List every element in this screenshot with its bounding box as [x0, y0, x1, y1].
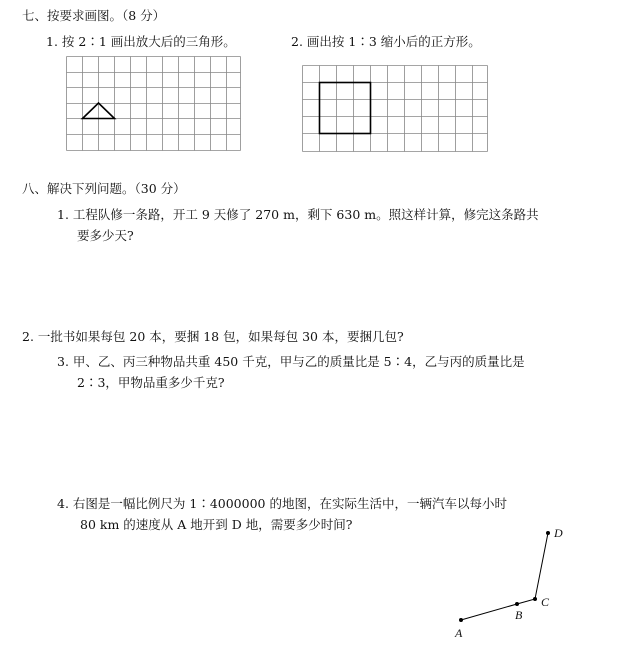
label-c: C	[541, 595, 550, 609]
question-7-2: 2. 画出按 1∶3 缩小后的正方形。	[291, 34, 481, 49]
label-b: B	[515, 608, 523, 622]
label-d: D	[554, 526, 563, 540]
question-8-3-line2: 2∶3，甲物品重多少千克?	[77, 375, 225, 390]
question-8-1-line2: 要多少天?	[77, 228, 134, 243]
label-a: A	[455, 626, 463, 640]
grid-square	[302, 65, 488, 153]
map-diagram	[440, 520, 580, 645]
point-b	[515, 602, 519, 606]
point-d	[546, 531, 550, 535]
point-a	[459, 618, 463, 622]
question-8-2: 2. 一批书如果每包 20 本，要捆 18 包，如果每包 30 本，要捆几包?	[22, 329, 404, 344]
question-8-4-line2: 80 km 的速度从 A 地开到 D 地，需要多少时间?	[80, 517, 353, 532]
square-shape	[320, 83, 371, 134]
section-8-heading: 八、解决下列问题。（30 分）	[22, 181, 186, 196]
point-c	[533, 597, 537, 601]
question-8-3-line1: 3. 甲、乙、丙三种物品共重 450 千克，甲与乙的质量比是 5∶4，乙与丙的质量比是	[57, 354, 525, 369]
grid-triangle	[66, 56, 241, 152]
question-8-1-line1: 1. 工程队修一条路，开工 9 天修了 270 m，剩下 630 m。照这样计算，修完这条路共	[57, 207, 539, 222]
section-7-heading: 七、按要求画图。（8 分）	[22, 8, 166, 23]
question-8-4-line1: 4. 右图是一幅比例尺为 1∶4000000 的地图，在实际生活中，一辆汽车以每小时	[57, 496, 507, 511]
route-line	[461, 533, 548, 620]
question-7-1: 1. 按 2∶1 画出放大后的三角形。	[46, 34, 236, 49]
